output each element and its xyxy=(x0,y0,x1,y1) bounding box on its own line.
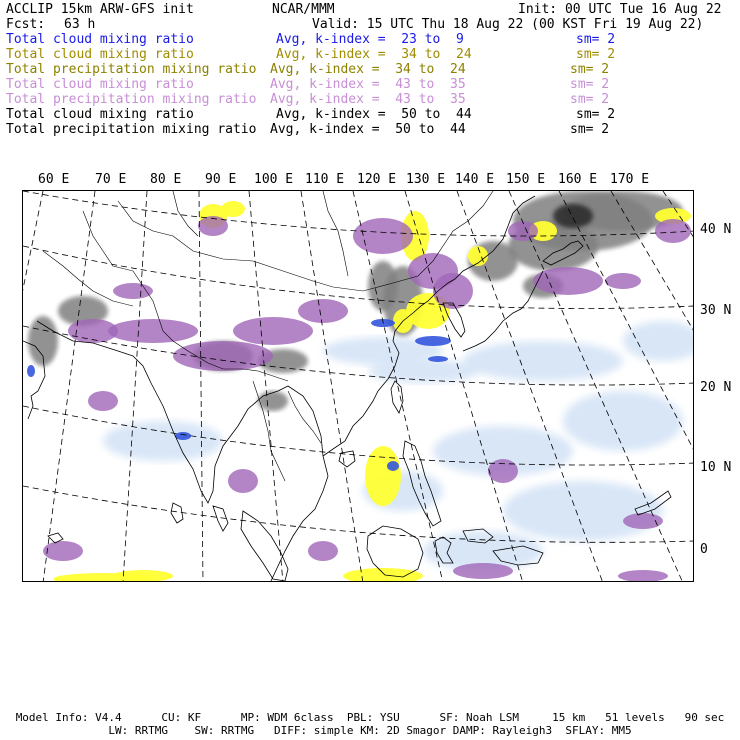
lon-label: 70 E xyxy=(95,172,127,187)
lon-label: 130 E xyxy=(406,172,446,187)
lat-label: 10 N xyxy=(700,460,732,475)
map-canvas xyxy=(23,191,694,582)
meridian-line xyxy=(301,191,363,582)
legend-avg-2: Avg, k-index = 34 to 24 xyxy=(270,62,466,77)
field-shading xyxy=(488,459,518,483)
field-shading xyxy=(113,283,153,299)
lat-label: 20 N xyxy=(700,380,732,395)
legend-field-5: Total cloud mixing ratio xyxy=(6,107,194,122)
field-shading xyxy=(103,421,223,461)
field-shading xyxy=(221,201,245,217)
field-shading xyxy=(605,273,641,289)
field-shading xyxy=(175,432,191,440)
legend-field-4: Total precipitation mixing ratio xyxy=(6,92,257,107)
lon-label: 140 E xyxy=(455,172,495,187)
field-shading xyxy=(88,391,118,411)
field-shading xyxy=(553,204,593,228)
legend-avg-5: Avg, k-index = 50 to 44 xyxy=(276,107,472,122)
legend-sm-1: sm= 2 xyxy=(576,47,616,62)
legend-avg-1: Avg, k-index = 34 to 24 xyxy=(276,47,472,62)
field-shading xyxy=(415,336,451,346)
map-panel xyxy=(22,190,694,582)
org-label: NCAR/MMM xyxy=(272,2,335,17)
legend-sm-3: sm= 2 xyxy=(570,77,610,92)
legend-field-3: Total cloud mixing ratio xyxy=(6,77,194,92)
meridian-line xyxy=(43,191,95,582)
lon-label: 80 E xyxy=(150,172,182,187)
field-shading xyxy=(353,218,413,254)
field-shading xyxy=(113,570,173,582)
lat-label: 30 N xyxy=(700,303,732,318)
meridian-line xyxy=(663,191,694,582)
field-shading xyxy=(368,359,478,383)
field-shading xyxy=(233,317,313,345)
lon-label: 170 E xyxy=(610,172,650,187)
field-shading xyxy=(387,461,399,471)
legend-field-1: Total cloud mixing ratio xyxy=(6,47,194,62)
legend-field-2: Total precipitation mixing ratio xyxy=(6,62,257,77)
init-time: Init: 00 UTC Tue 16 Aug 22 xyxy=(518,2,722,17)
field-shading xyxy=(258,391,288,411)
lon-label: 60 E xyxy=(38,172,70,187)
field-shading xyxy=(365,446,401,506)
lon-label: 160 E xyxy=(558,172,598,187)
lat-label: 0 xyxy=(700,542,708,557)
field-shading xyxy=(27,365,35,377)
field-shading xyxy=(298,299,348,323)
legend-sm-5: sm= 2 xyxy=(576,107,616,122)
legend-sm-2: sm= 2 xyxy=(570,62,610,77)
meridian-line xyxy=(199,191,203,582)
field-shading xyxy=(563,391,683,451)
forecast-hour: 63 h xyxy=(64,17,96,32)
legend-field-0: Total cloud mixing ratio xyxy=(6,32,194,47)
field-shading xyxy=(623,321,694,361)
legend-sm-4: sm= 2 xyxy=(570,92,610,107)
lon-label: 90 E xyxy=(205,172,237,187)
field-shading xyxy=(308,541,338,561)
legend-sm-6: sm= 2 xyxy=(570,122,610,137)
field-shading xyxy=(623,513,663,529)
field-shading xyxy=(108,319,198,343)
field-shading xyxy=(368,261,398,311)
field-shading xyxy=(428,356,448,362)
field-shading xyxy=(453,563,513,579)
field-shading xyxy=(618,570,668,582)
legend-avg-0: Avg, k-index = 23 to 9 xyxy=(276,32,464,47)
legend-sm-0: sm= 2 xyxy=(576,32,616,47)
forecast-label: Fcst: xyxy=(6,17,46,32)
field-shading xyxy=(503,481,663,541)
field-shading xyxy=(43,541,83,561)
legend-avg-4: Avg, k-index = 43 to 35 xyxy=(270,92,466,107)
field-shading xyxy=(508,221,538,241)
lon-label: 100 E xyxy=(254,172,294,187)
field-shading xyxy=(463,341,623,381)
legend-field-6: Total precipitation mixing ratio xyxy=(6,122,257,137)
model-info-line-1: Model Info: V4.4 CU: KF MP: WDM 6class PBL: YSU SF: Noah LSM 15 km 51 levels 90 sec xyxy=(15,711,725,724)
model-info-line-2: LW: RRTMG SW: RRTMG DIFF: simple KM: 2D Smagor DAMP: Rayleigh3 SFLAY: MM5 xyxy=(108,724,632,737)
lat-label: 40 N xyxy=(700,222,732,237)
field-shading xyxy=(343,568,423,582)
field-shading xyxy=(655,219,691,243)
lon-label: 110 E xyxy=(305,172,345,187)
field-shading xyxy=(173,341,273,371)
meridian-line xyxy=(123,191,147,582)
lon-label: 150 E xyxy=(506,172,546,187)
legend-avg-3: Avg, k-index = 43 to 35 xyxy=(270,77,466,92)
field-shading xyxy=(533,267,603,295)
legend-avg-6: Avg, k-index = 50 to 44 xyxy=(270,122,466,137)
model-title: ACCLIP 15km ARW-GFS init xyxy=(6,2,194,17)
field-shading xyxy=(228,469,258,493)
field-shading xyxy=(198,216,228,236)
valid-time: Valid: 15 UTC Thu 18 Aug 22 (00 KST Fri 19 Aug 22) xyxy=(312,17,704,32)
lon-label: 120 E xyxy=(357,172,397,187)
